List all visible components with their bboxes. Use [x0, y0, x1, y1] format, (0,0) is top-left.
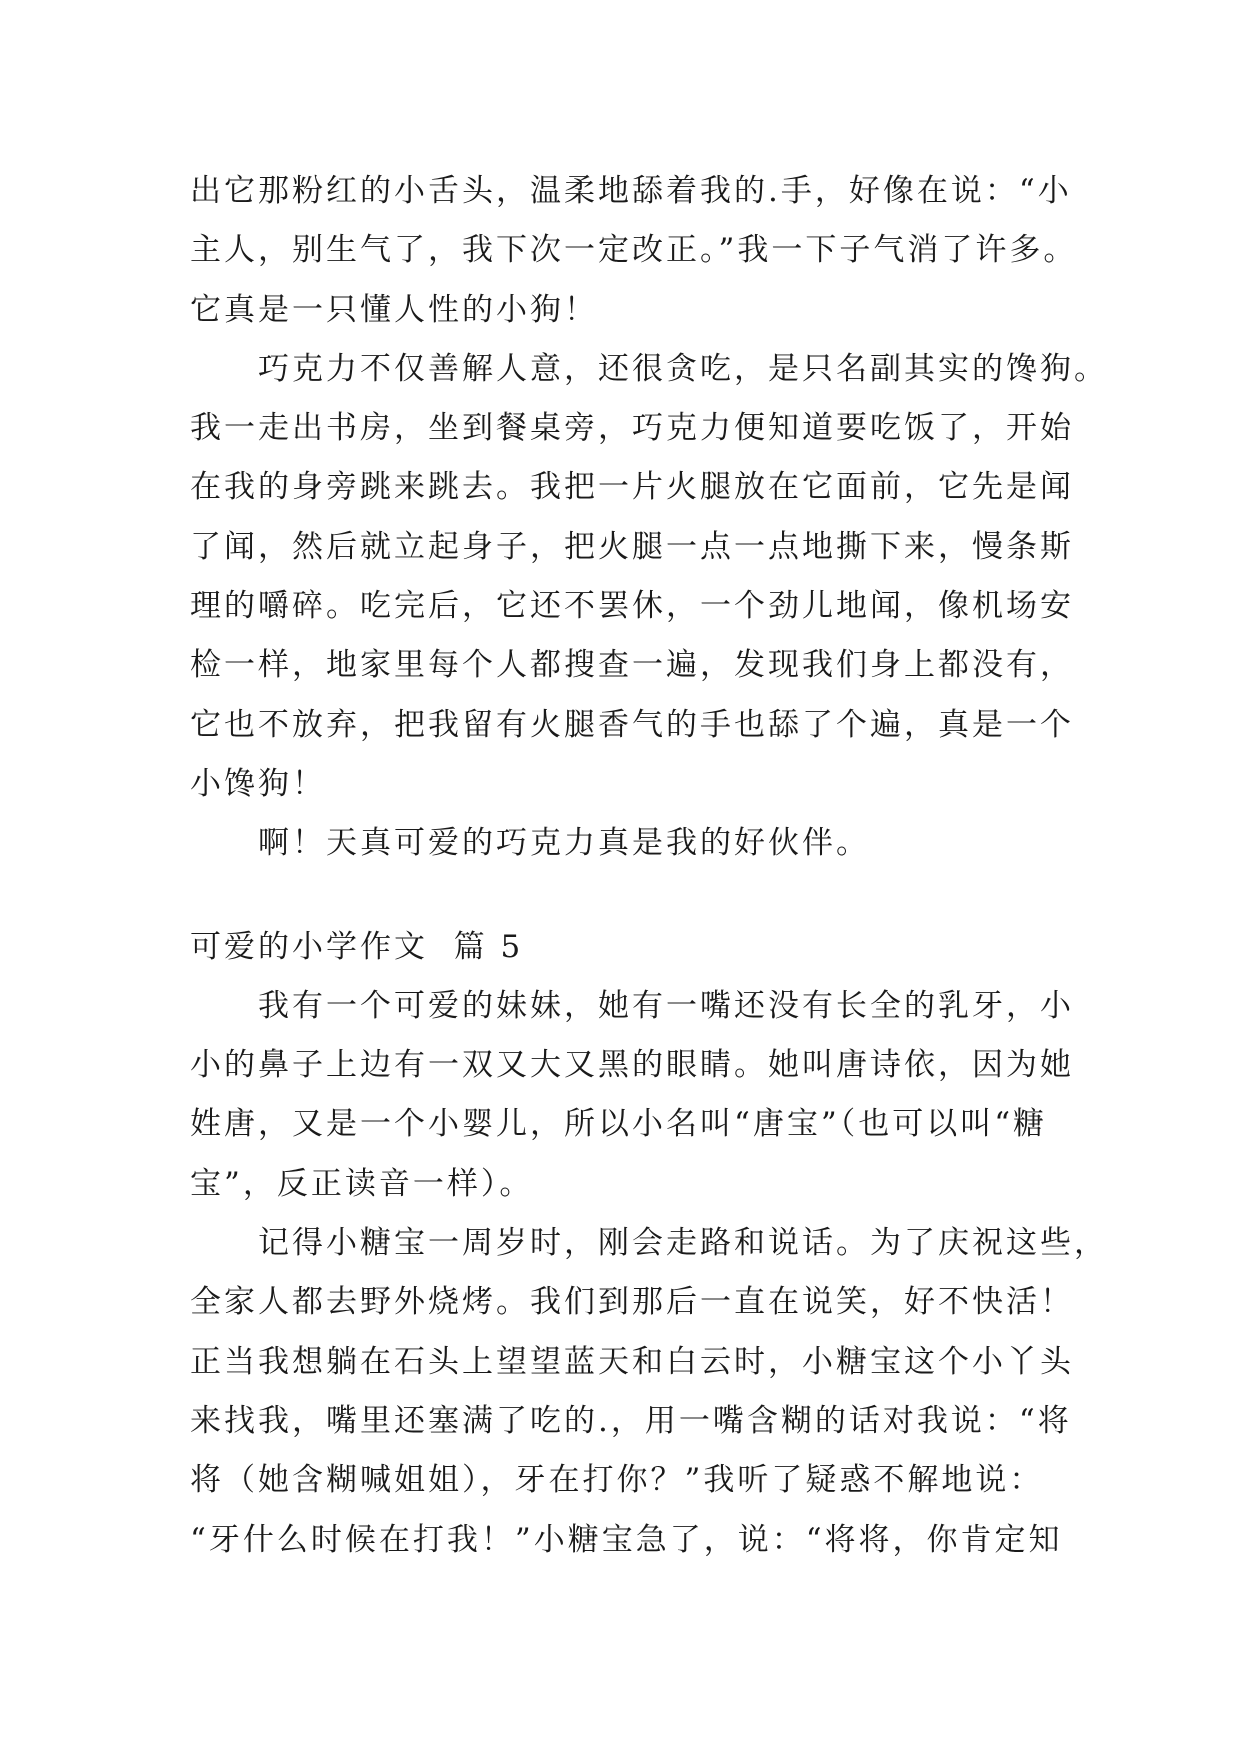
- text-line: 检一样，地家里每个人都搜查一遍，发现我们身上都没有，: [190, 647, 1074, 684]
- text-line: 记得小糖宝一周岁时，刚会走路和说话。为了庆祝这些，: [190, 1225, 1108, 1262]
- text-line: 我一走出书房，坐到餐桌旁，巧克力便知道要吃饭了，开始: [190, 410, 1074, 447]
- text-line: 小的鼻子上边有一双又大又黑的眼睛。她叫唐诗依，因为她: [190, 1047, 1074, 1084]
- text-line: 将（她含糊喊姐姐），牙在打你？”我听了疑惑不解地说：: [190, 1462, 1044, 1499]
- text-line: 正当我想躺在石头上望望蓝天和白云时，小糖宝这个小丫头: [190, 1343, 1074, 1380]
- text-line: 它也不放弃，把我留有火腿香气的手也舔了个遍，真是一个: [190, 706, 1074, 743]
- text-line: 来找我，嘴里还塞满了吃的.，用一嘴含糊的话对我说：“将: [190, 1402, 1072, 1439]
- section-heading: 可爱的小学作文 篇 5: [190, 928, 524, 965]
- text-line: 啊！天真可爱的巧克力真是我的好伙伴。: [190, 825, 870, 862]
- text-line: “牙什么时候在打我！”小糖宝急了，说：“将将，你肯定知: [190, 1521, 1063, 1558]
- text-line: 全家人都去野外烧烤。我们到那后一直在说笑，好不快活！: [190, 1284, 1074, 1321]
- text-line: 宝”，反正读音一样）。: [190, 1165, 534, 1202]
- text-line: 我有一个可爱的妹妹，她有一嘴还没有长全的乳牙，小: [190, 987, 1074, 1024]
- text-line: 巧克力不仅善解人意，还很贪吃，是只名副其实的馋狗。: [190, 350, 1108, 387]
- text-line: 小馋狗！: [190, 765, 326, 802]
- text-line: 出它那粉红的小舌头，温柔地舔着我的.手，好像在说：“小: [190, 173, 1072, 209]
- text-line: 理的嚼碎。吃完后，它还不罢休，一个劲儿地闻，像机场安: [190, 588, 1074, 625]
- text-line: 了闻，然后就立起身子，把火腿一点一点地撕下来，慢条斯: [190, 528, 1074, 565]
- text-line: 在我的身旁跳来跳去。我把一片火腿放在它面前，它先是闻: [190, 469, 1074, 506]
- text-line: 它真是一只懂人性的小狗！: [190, 291, 598, 328]
- text-line: 主人，别生气了，我下次一定改正。”我一下子气消了许多。: [190, 232, 1078, 269]
- text-line: 姓唐，又是一个小婴儿，所以小名叫“唐宝”（也可以叫“糖: [190, 1106, 1048, 1143]
- document-body: [190, 162, 1108, 1570]
